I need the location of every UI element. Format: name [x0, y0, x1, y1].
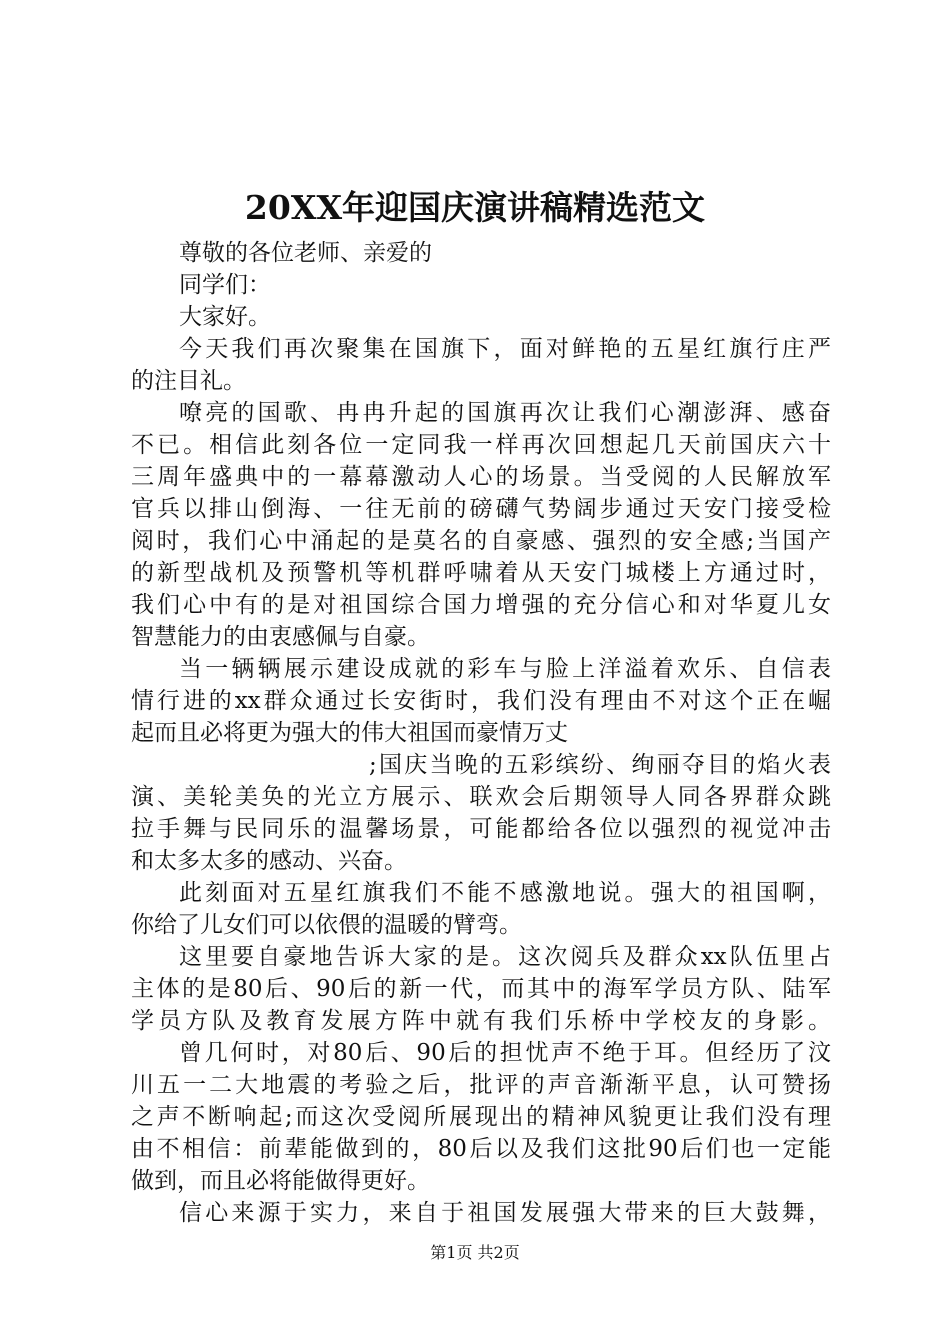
text-line: 尊敬的各位老师、亲爱的 — [179, 240, 432, 266]
text-line: 同学们： — [179, 272, 271, 298]
text-line: 由不相信：前辈能做到的，80后以及我们这批90后们也一定能 — [131, 1136, 831, 1162]
page-footer: 第1页 共2页 — [430, 1243, 520, 1262]
document-title: 20XX年迎国庆演讲稿精选范文 — [244, 188, 706, 227]
document-body — [131, 237, 831, 1229]
text-line: 川五一二大地震的考验之后，批评的声音渐渐平息，认可赞扬 — [131, 1072, 831, 1098]
text-line: 智慧能力的由衷感佩与自豪。 — [131, 624, 430, 650]
text-line: ;国庆当晚的五彩缤纷、绚丽夺目的焰火表 — [369, 752, 831, 778]
text-line: 主体的是80后、90后的新一代，而其中的海军学员方队、陆军 — [131, 976, 831, 1002]
text-line: 嘹亮的国歌、冉冉升起的国旗再次让我们心潮澎湃、感奋 — [179, 400, 831, 426]
text-line: 之声不断响起;而这次受阅所展现出的精神风貌更让我们没有理 — [131, 1104, 831, 1130]
text-line: 拉手舞与民同乐的温馨场景，可能都给各位以强烈的视觉冲击 — [131, 816, 831, 842]
text-line: 的新型战机及预警机等机群呼啸着从天安门城楼上方通过时， — [131, 560, 831, 586]
text-line: 演、美轮美奂的光立方展示、联欢会后期领导人同各界群众跳 — [131, 784, 831, 810]
text-line: 情行进的xx群众通过长安街时，我们没有理由不对这个正在崛 — [131, 688, 831, 714]
text-line: 和太多太多的感动、兴奋。 — [131, 848, 407, 874]
text-line: 的注目礼。 — [131, 368, 246, 394]
text-line: 官兵以排山倒海、一往无前的磅礴气势阔步通过天安门接受检 — [131, 496, 831, 522]
text-line: 做到，而且必将能做得更好。 — [131, 1168, 430, 1194]
text-line: 这里要自豪地告诉大家的是。这次阅兵及群众xx队伍里占 — [179, 944, 831, 970]
text-line: 不已。相信此刻各位一定同我一样再次回想起几天前国庆六十 — [131, 432, 831, 458]
text-line: 学员方队及教育发展方阵中就有我们乐桥中学校友的身影。 — [131, 1008, 831, 1034]
text-line: 阅时，我们心中涌起的是莫名的自豪感、强烈的安全感;当国产 — [131, 528, 831, 554]
text-line: 此刻面对五星红旗我们不能不感激地说。强大的祖国啊， — [179, 880, 831, 906]
text-line: 信心来源于实力，来自于祖国发展强大带来的巨大鼓舞， — [179, 1200, 831, 1226]
text-line: 今天我们再次聚集在国旗下，面对鲜艳的五星红旗行庄严 — [179, 336, 831, 362]
text-line: 起而且必将更为强大的伟大祖国而豪情万丈 — [131, 720, 568, 746]
text-line: 三周年盛典中的一幕幕激动人心的场景。当受阅的人民解放军 — [131, 464, 831, 490]
text-line: 当一辆辆展示建设成就的彩车与脸上洋溢着欢乐、自信表 — [179, 656, 831, 682]
text-line: 你给了儿女们可以依偎的温暖的臂弯。 — [131, 912, 522, 938]
text-line: 大家好。 — [179, 304, 271, 330]
text-line: 曾几何时，对80后、90后的担忧声不绝于耳。但经历了汶 — [179, 1040, 831, 1066]
text-line: 我们心中有的是对祖国综合国力增强的充分信心和对华夏儿女 — [131, 592, 831, 618]
